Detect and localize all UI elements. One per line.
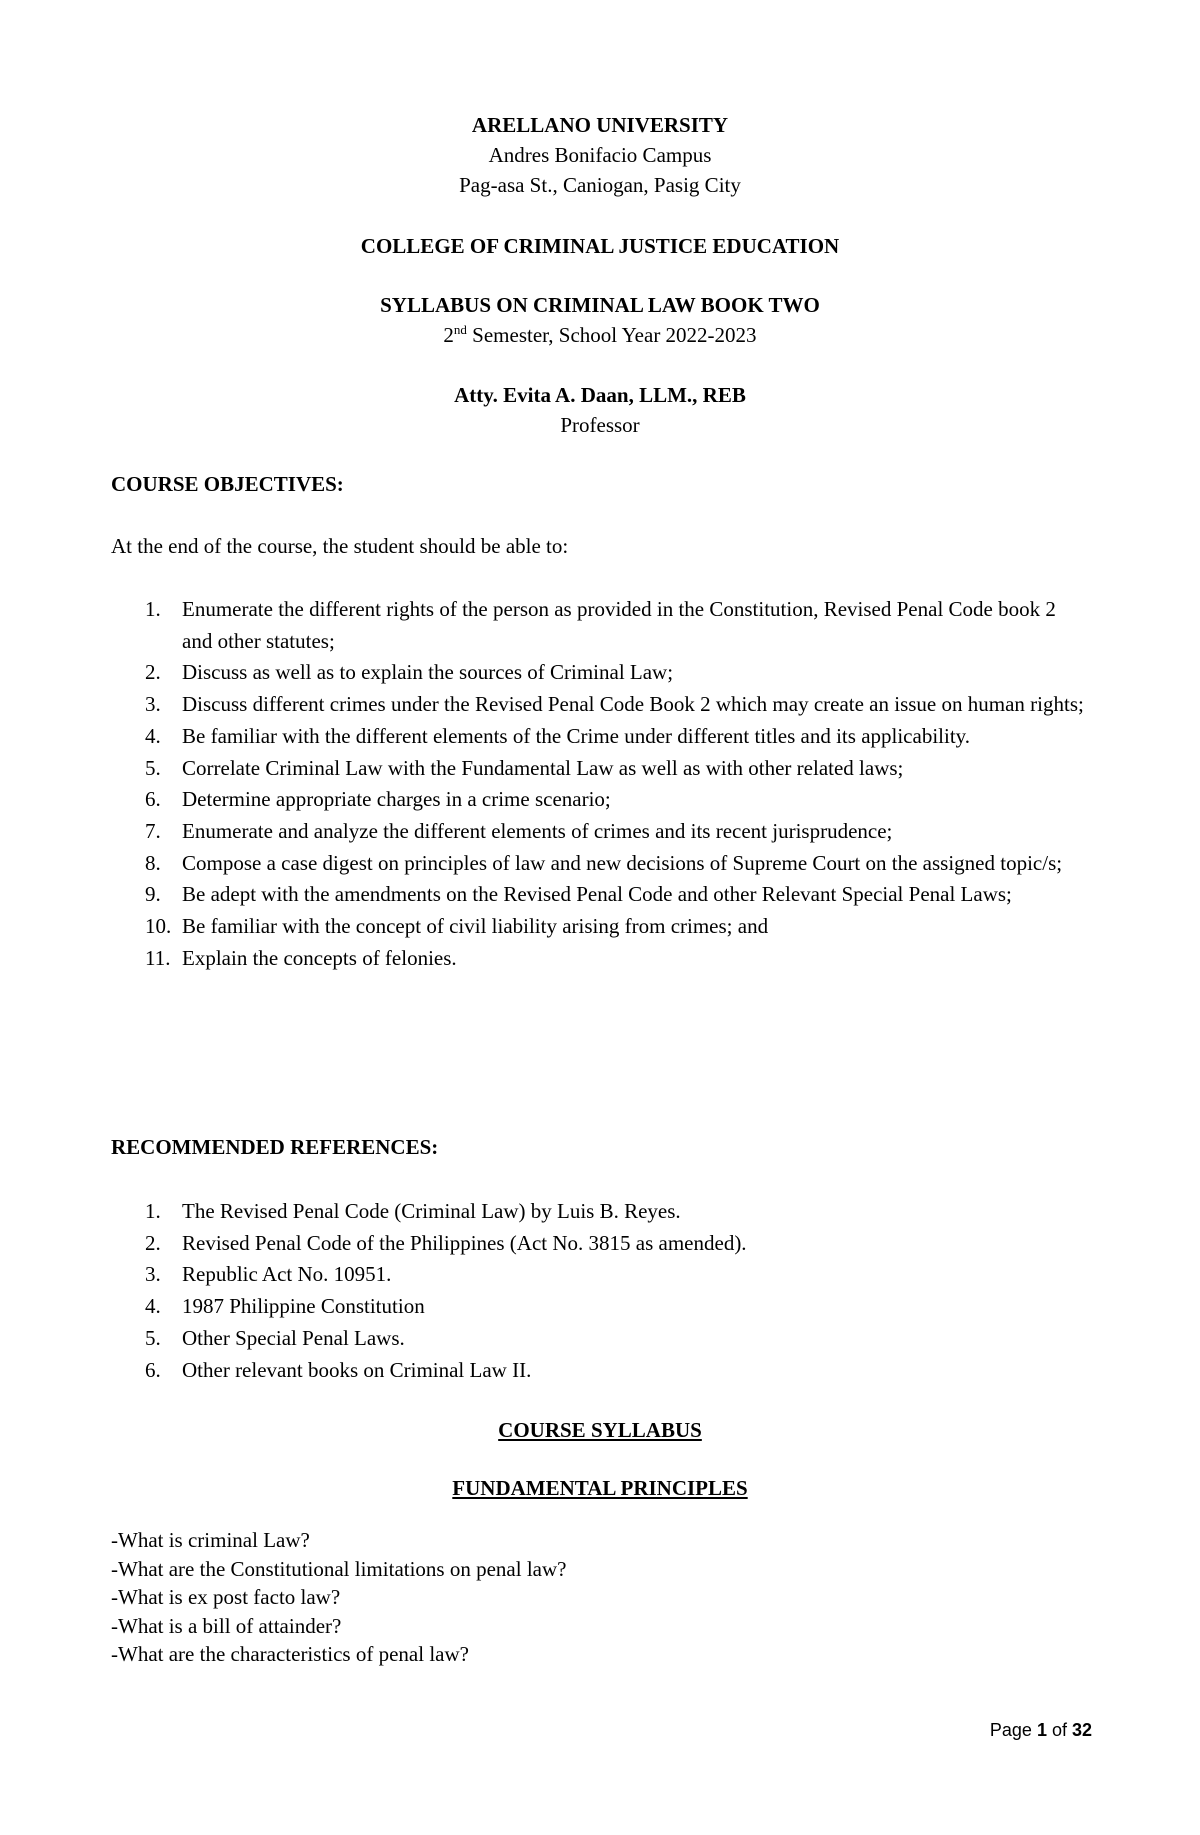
page-total: 32 xyxy=(1071,1720,1092,1740)
objectives-heading: COURSE OBJECTIVES: xyxy=(111,472,344,496)
objective-item-text: Correlate Criminal Law with the Fundamental Law as well as with other related laws; xyxy=(182,755,904,780)
reference-item-text: Other Special Penal Laws. xyxy=(182,1325,405,1350)
objective-item-number: 2. xyxy=(145,660,161,685)
objective-item xyxy=(111,594,1091,657)
objective-item xyxy=(111,943,1091,975)
reference-item xyxy=(111,1259,1091,1291)
question-line: -What are the characteristics of penal law? xyxy=(111,1642,469,1666)
reference-item-number: 5. xyxy=(145,1325,161,1350)
objective-item-text: Enumerate and analyze the different elements of crimes and its recent jurisprudence; xyxy=(182,818,893,843)
reference-item xyxy=(111,1228,1091,1260)
university-name: ARELLANO UNIVERSITY xyxy=(471,113,729,137)
semester-ordinal: nd xyxy=(453,322,467,337)
objective-item-number: 7. xyxy=(145,818,161,843)
objective-item-text: Be adept with the amendments on the Revised Penal Code and other Relevant Special Penal Laws; xyxy=(182,882,1012,907)
reference-item xyxy=(111,1291,1091,1323)
course-syllabus-heading: COURSE SYLLABUS xyxy=(498,1418,702,1442)
reference-item-number: 6. xyxy=(145,1357,161,1382)
page-prefix: Page xyxy=(989,1720,1037,1740)
objective-item xyxy=(111,879,1091,911)
professor-name: Atty. Evita A. Daan, LLM., REB xyxy=(454,383,746,407)
page-current: 1 xyxy=(1036,1720,1047,1740)
question-line: -What is a bill of attainder? xyxy=(111,1613,342,1638)
campus-address: Pag-asa St., Caniogan, Pasig City xyxy=(459,173,741,197)
reference-item xyxy=(111,1323,1091,1355)
objective-item-text: Be familiar with the different elements of the Crime under different titles and its applicability. xyxy=(182,723,971,748)
objective-item xyxy=(111,721,1091,753)
reference-item-text: Revised Penal Code of the Philippines (Act No. 3815 as amended). xyxy=(182,1230,747,1255)
objective-item-text: Compose a case digest on principles of law and new decisions of Supreme Court on the assigned topic/s; xyxy=(182,850,1063,875)
college-name: COLLEGE OF CRIMINAL JUSTICE EDUCATION xyxy=(360,234,840,258)
reference-item-number: 3. xyxy=(145,1262,161,1287)
reference-item-number: 1. xyxy=(145,1199,161,1223)
reference-item-number: 2. xyxy=(145,1230,161,1255)
syllabus-title: SYLLABUS ON CRIMINAL LAW BOOK TWO xyxy=(380,293,820,317)
objective-item-text: Be familiar with the concept of civil liability arising from crimes; and xyxy=(182,914,769,939)
objective-item-text: Enumerate the different rights of the person as provided in the Constitution, Revised Penal Code book 2 and other statutes; xyxy=(182,597,1056,653)
semester-text: Semester, School Year 2022-2023 xyxy=(466,323,757,347)
page-of: of xyxy=(1046,1720,1072,1740)
objective-item-number: 9. xyxy=(145,882,161,907)
references-heading: RECOMMENDED REFERENCES: xyxy=(111,1135,439,1159)
reference-item xyxy=(111,1355,1091,1387)
reference-item-number: 4. xyxy=(145,1294,161,1319)
objective-item xyxy=(111,784,1091,816)
objective-item-number: 1. xyxy=(145,597,161,621)
reference-item-text: Other relevant books on Criminal Law II. xyxy=(182,1357,532,1382)
objectives-list xyxy=(111,594,1091,974)
objective-item-text: Discuss different crimes under the Revised Penal Code Book 2 which may create an issue on human rights; xyxy=(182,692,1084,717)
objective-item-text: Explain the concepts of felonies. xyxy=(182,945,457,970)
objectives-intro: At the end of the course, the student should be able to: xyxy=(111,534,569,558)
question-line: -What are the Constitutional limitations on penal law? xyxy=(111,1556,567,1581)
objective-item-number: 3. xyxy=(145,692,161,717)
semester-number: 2 xyxy=(443,323,454,347)
campus-name: Andres Bonifacio Campus xyxy=(488,143,712,167)
objective-item-number: 11. xyxy=(145,945,171,970)
objective-item xyxy=(111,689,1091,721)
reference-item-text: The Revised Penal Code (Criminal Law) by Luis B. Reyes. xyxy=(182,1199,681,1223)
question-line: -What is ex post facto law? xyxy=(111,1585,341,1609)
objective-item-number: 4. xyxy=(145,723,161,748)
objective-item xyxy=(111,848,1091,880)
objective-item-number: 6. xyxy=(145,787,161,812)
objective-item xyxy=(111,753,1091,785)
references-list xyxy=(111,1196,1091,1386)
objective-item-number: 10. xyxy=(145,914,172,939)
semester-line xyxy=(0,320,1200,350)
objective-item xyxy=(111,816,1091,848)
objective-item xyxy=(111,657,1091,689)
reference-item-text: Republic Act No. 10951. xyxy=(182,1262,392,1287)
objective-item xyxy=(111,911,1091,943)
reference-item xyxy=(111,1196,1091,1228)
principles-questions xyxy=(111,1526,1091,1669)
professor-role: Professor xyxy=(560,413,640,437)
objective-item-text: Discuss as well as to explain the sources of Criminal Law; xyxy=(182,660,674,685)
objective-item-number: 5. xyxy=(145,755,161,780)
question-line: -What is criminal Law? xyxy=(111,1528,310,1552)
page-number xyxy=(990,1718,1092,1742)
objective-item-text: Determine appropriate charges in a crime scenario; xyxy=(182,787,611,812)
fundamental-principles-heading: FUNDAMENTAL PRINCIPLES xyxy=(452,1476,748,1500)
reference-item-text: 1987 Philippine Constitution xyxy=(182,1294,425,1319)
objective-item-number: 8. xyxy=(145,850,161,875)
